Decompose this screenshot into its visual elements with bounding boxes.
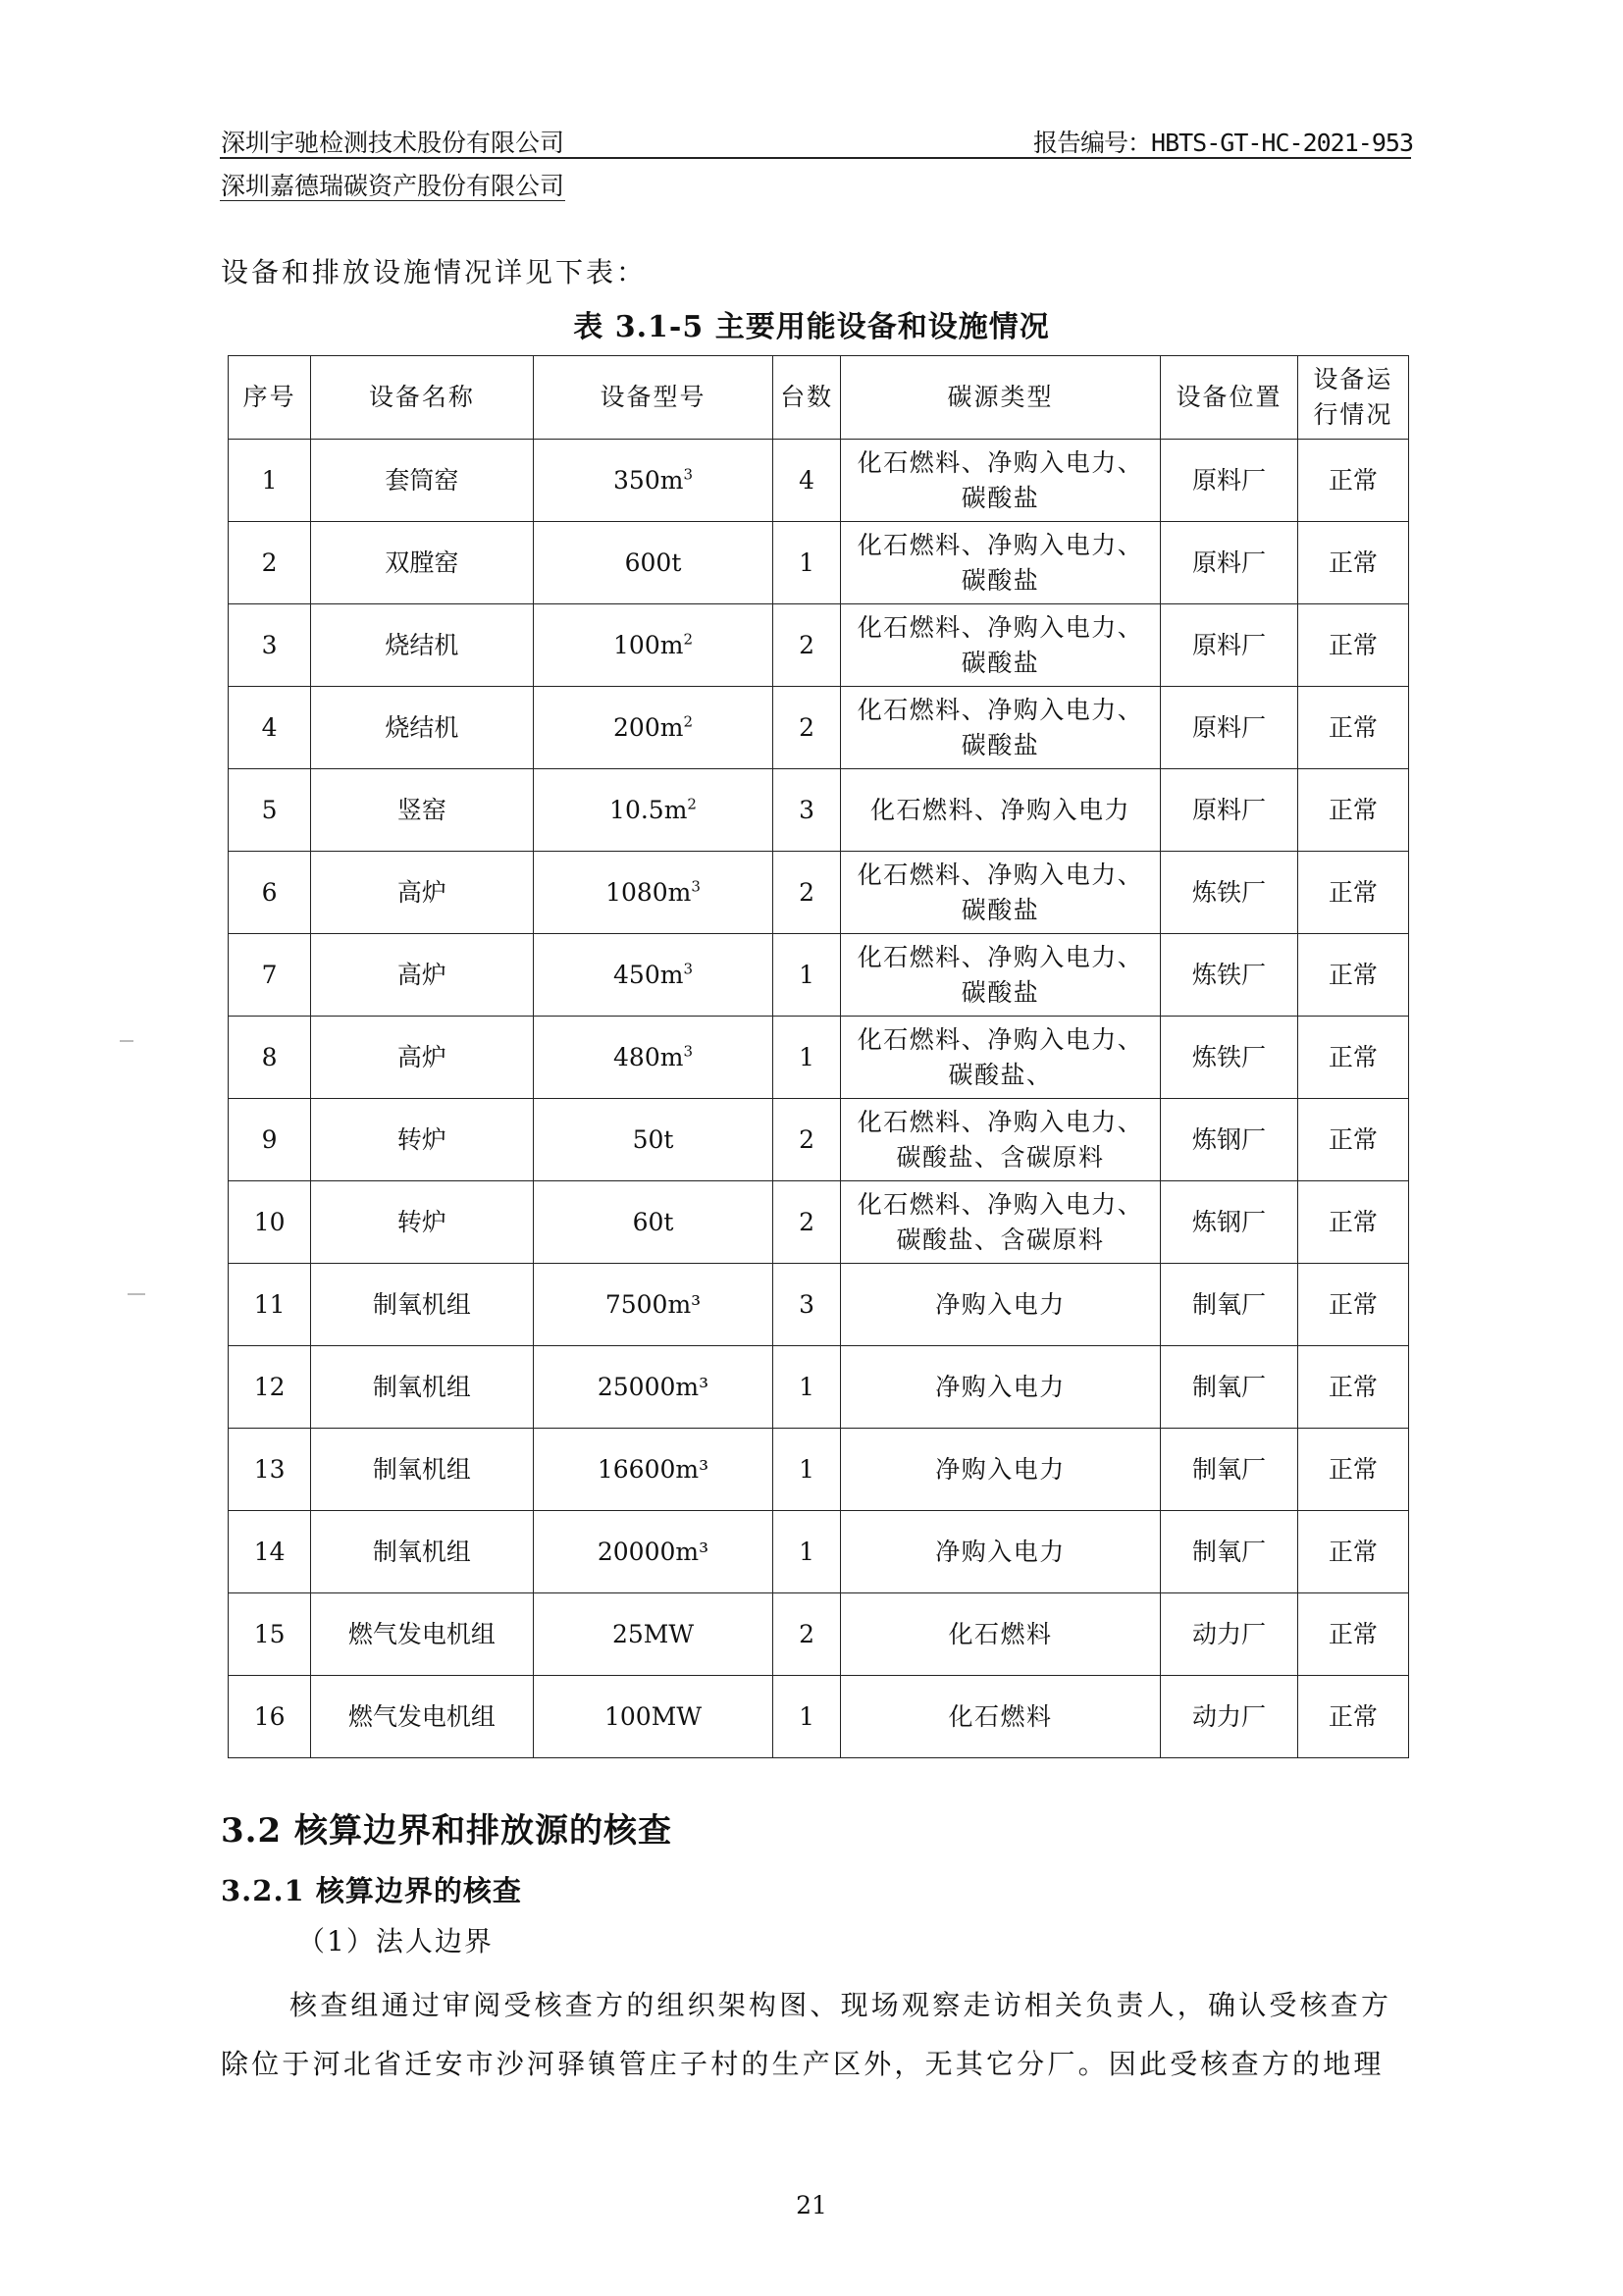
cell-carbon: 化石燃料、净购入电力、碳酸盐 bbox=[840, 440, 1160, 522]
cell-no: 15 bbox=[229, 1593, 311, 1676]
cell-no: 5 bbox=[229, 769, 311, 852]
cell-no: 14 bbox=[229, 1511, 311, 1593]
model-value: 100MW bbox=[604, 1701, 703, 1731]
cell-carbon: 化石燃料、净购入电力、碳酸盐 bbox=[840, 852, 1160, 934]
cell-model bbox=[533, 1429, 773, 1511]
header-model: 设备型号 bbox=[533, 356, 773, 440]
table-row bbox=[229, 1593, 1409, 1676]
cell-name: 转炉 bbox=[311, 1099, 533, 1181]
cell-count: 1 bbox=[773, 1429, 840, 1511]
cell-count: 4 bbox=[773, 440, 840, 522]
cell-location: 动力厂 bbox=[1161, 1676, 1298, 1758]
cell-model bbox=[533, 934, 773, 1017]
cell-count: 1 bbox=[773, 1346, 840, 1429]
cell-model bbox=[533, 1511, 773, 1593]
model-value: 50t bbox=[632, 1124, 674, 1154]
model-value: 25MW bbox=[611, 1619, 695, 1648]
cell-status: 正常 bbox=[1297, 440, 1408, 522]
body-paragraph: 核查组通过审阅受核查方的组织架构图、现场观察走访相关负责人，确认受核查方除位于河北省迁安市沙河驿镇管庄子村的生产区外，无其它分厂。因此受核查方的地理 bbox=[221, 1989, 1392, 2080]
model-value: 450m bbox=[613, 960, 684, 989]
cell-model bbox=[533, 687, 773, 769]
table-header-row bbox=[229, 356, 1409, 440]
cell-count: 2 bbox=[773, 604, 840, 687]
cell-carbon: 化石燃料、净购入电力、碳酸盐、 bbox=[840, 1017, 1160, 1099]
cell-carbon: 净购入电力 bbox=[840, 1346, 1160, 1429]
cell-count: 2 bbox=[773, 687, 840, 769]
cell-no: 4 bbox=[229, 687, 311, 769]
cell-model bbox=[533, 1676, 773, 1758]
table-row bbox=[229, 1264, 1409, 1346]
model-value: 1080m bbox=[605, 877, 692, 907]
intro-text: 设备和排放设施情况详见下表： bbox=[221, 256, 648, 288]
cell-no: 10 bbox=[229, 1181, 311, 1264]
table-row bbox=[229, 1017, 1409, 1099]
model-exponent: 2 bbox=[683, 630, 693, 649]
table-row bbox=[229, 769, 1409, 852]
cell-location: 炼铁厂 bbox=[1161, 852, 1298, 934]
table-row bbox=[229, 1346, 1409, 1429]
section-heading: 3.2 核算边界和排放源的核查 bbox=[221, 1811, 672, 1851]
header-status: 设备运行情况 bbox=[1297, 356, 1408, 440]
list-item-legal-boundary: （1）法人边界 bbox=[297, 1925, 494, 1957]
header-rule bbox=[220, 157, 1411, 159]
model-value: 10.5m bbox=[609, 795, 688, 824]
cell-status: 正常 bbox=[1297, 1017, 1408, 1099]
cell-status: 正常 bbox=[1297, 1099, 1408, 1181]
table-row bbox=[229, 1511, 1409, 1593]
subsection-heading: 3.2.1 核算边界的核查 bbox=[221, 1874, 522, 1907]
header-carbon: 碳源类型 bbox=[840, 356, 1160, 440]
cell-model bbox=[533, 1099, 773, 1181]
cell-location: 炼铁厂 bbox=[1161, 1017, 1298, 1099]
header-no: 序号 bbox=[229, 356, 311, 440]
cell-name: 套筒窑 bbox=[311, 440, 533, 522]
model-value: 100m bbox=[613, 630, 684, 659]
cell-no: 6 bbox=[229, 852, 311, 934]
cell-location: 制氧厂 bbox=[1161, 1264, 1298, 1346]
cell-name: 高炉 bbox=[311, 1017, 533, 1099]
cell-count: 1 bbox=[773, 1017, 840, 1099]
cell-carbon: 净购入电力 bbox=[840, 1511, 1160, 1593]
cell-name: 竖窑 bbox=[311, 769, 533, 852]
table-row bbox=[229, 1676, 1409, 1758]
model-value: 20000m³ bbox=[597, 1537, 709, 1566]
table-row bbox=[229, 1099, 1409, 1181]
header-company-2: 深圳嘉德瑞碳资产股份有限公司 bbox=[221, 172, 565, 200]
header-name: 设备名称 bbox=[311, 356, 533, 440]
cell-location: 制氧厂 bbox=[1161, 1511, 1298, 1593]
table-row bbox=[229, 604, 1409, 687]
cell-name: 制氧机组 bbox=[311, 1346, 533, 1429]
model-value: 600t bbox=[624, 548, 682, 577]
model-value: 200m bbox=[613, 712, 684, 742]
equipment-table bbox=[228, 355, 1409, 1758]
model-exponent: 3 bbox=[683, 960, 693, 978]
cell-carbon: 化石燃料、净购入电力、碳酸盐 bbox=[840, 934, 1160, 1017]
cell-carbon: 化石燃料、净购入电力、碳酸盐、含碳原料 bbox=[840, 1181, 1160, 1264]
cell-location: 原料厂 bbox=[1161, 687, 1298, 769]
model-value: 25000m³ bbox=[597, 1372, 709, 1401]
scan-mark bbox=[120, 1040, 133, 1042]
cell-status: 正常 bbox=[1297, 687, 1408, 769]
cell-name: 高炉 bbox=[311, 852, 533, 934]
cell-location: 炼钢厂 bbox=[1161, 1099, 1298, 1181]
cell-no: 1 bbox=[229, 440, 311, 522]
cell-carbon: 化石燃料 bbox=[840, 1676, 1160, 1758]
cell-count: 2 bbox=[773, 1593, 840, 1676]
cell-location: 炼铁厂 bbox=[1161, 934, 1298, 1017]
cell-location: 原料厂 bbox=[1161, 522, 1298, 604]
header-company-1: 深圳宇驰检测技术股份有限公司 bbox=[221, 129, 565, 157]
cell-no: 12 bbox=[229, 1346, 311, 1429]
cell-carbon: 化石燃料、净购入电力、碳酸盐 bbox=[840, 522, 1160, 604]
table-row bbox=[229, 852, 1409, 934]
cell-count: 2 bbox=[773, 1099, 840, 1181]
cell-name: 制氧机组 bbox=[311, 1511, 533, 1593]
cell-location: 动力厂 bbox=[1161, 1593, 1298, 1676]
scan-mark bbox=[128, 1293, 145, 1295]
cell-model bbox=[533, 1017, 773, 1099]
cell-no: 7 bbox=[229, 934, 311, 1017]
cell-name: 制氧机组 bbox=[311, 1264, 533, 1346]
cell-no: 13 bbox=[229, 1429, 311, 1511]
cell-no: 3 bbox=[229, 604, 311, 687]
cell-count: 3 bbox=[773, 1264, 840, 1346]
cell-carbon: 化石燃料、净购入电力、碳酸盐 bbox=[840, 687, 1160, 769]
cell-count: 1 bbox=[773, 1511, 840, 1593]
table-row bbox=[229, 934, 1409, 1017]
cell-no: 11 bbox=[229, 1264, 311, 1346]
cell-status: 正常 bbox=[1297, 1593, 1408, 1676]
cell-no: 8 bbox=[229, 1017, 311, 1099]
cell-model bbox=[533, 604, 773, 687]
cell-model bbox=[533, 522, 773, 604]
cell-count: 2 bbox=[773, 1181, 840, 1264]
cell-no: 9 bbox=[229, 1099, 311, 1181]
cell-status: 正常 bbox=[1297, 522, 1408, 604]
cell-status: 正常 bbox=[1297, 1264, 1408, 1346]
cell-carbon: 化石燃料、净购入电力、碳酸盐 bbox=[840, 604, 1160, 687]
cell-count: 1 bbox=[773, 1676, 840, 1758]
cell-model bbox=[533, 440, 773, 522]
model-value: 480m bbox=[613, 1042, 684, 1071]
cell-status: 正常 bbox=[1297, 852, 1408, 934]
cell-count: 1 bbox=[773, 934, 840, 1017]
cell-name: 烧结机 bbox=[311, 687, 533, 769]
header-count: 台数 bbox=[773, 356, 840, 440]
cell-count: 1 bbox=[773, 522, 840, 604]
cell-status: 正常 bbox=[1297, 1511, 1408, 1593]
model-value: 7500m³ bbox=[604, 1289, 702, 1319]
model-exponent: 2 bbox=[687, 795, 697, 813]
cell-name: 双膛窑 bbox=[311, 522, 533, 604]
model-exponent: 3 bbox=[683, 1042, 693, 1061]
table-row bbox=[229, 1429, 1409, 1511]
cell-model bbox=[533, 769, 773, 852]
cell-name: 制氧机组 bbox=[311, 1429, 533, 1511]
cell-status: 正常 bbox=[1297, 604, 1408, 687]
cell-carbon: 化石燃料 bbox=[840, 1593, 1160, 1676]
cell-name: 燃气发电机组 bbox=[311, 1593, 533, 1676]
cell-location: 制氧厂 bbox=[1161, 1346, 1298, 1429]
cell-status: 正常 bbox=[1297, 1346, 1408, 1429]
cell-location: 炼钢厂 bbox=[1161, 1181, 1298, 1264]
table-row bbox=[229, 687, 1409, 769]
cell-carbon: 化石燃料、净购入电力 bbox=[840, 769, 1160, 852]
cell-count: 2 bbox=[773, 852, 840, 934]
model-exponent: 3 bbox=[691, 877, 701, 896]
model-exponent: 3 bbox=[683, 465, 693, 484]
table-caption: 表 3.1-5 主要用能设备和设施情况 bbox=[573, 310, 1050, 344]
model-value: 16600m³ bbox=[597, 1454, 709, 1484]
cell-name: 高炉 bbox=[311, 934, 533, 1017]
cell-name: 烧结机 bbox=[311, 604, 533, 687]
cell-status: 正常 bbox=[1297, 1181, 1408, 1264]
cell-location: 原料厂 bbox=[1161, 440, 1298, 522]
cell-status: 正常 bbox=[1297, 1429, 1408, 1511]
cell-carbon: 净购入电力 bbox=[840, 1429, 1160, 1511]
table-row bbox=[229, 522, 1409, 604]
cell-location: 制氧厂 bbox=[1161, 1429, 1298, 1511]
model-value: 350m bbox=[613, 465, 684, 495]
cell-model bbox=[533, 1181, 773, 1264]
header-underline bbox=[220, 200, 565, 201]
cell-carbon: 净购入电力 bbox=[840, 1264, 1160, 1346]
model-exponent: 2 bbox=[683, 712, 693, 731]
cell-location: 原料厂 bbox=[1161, 604, 1298, 687]
cell-model bbox=[533, 852, 773, 934]
table-row bbox=[229, 1181, 1409, 1264]
cell-no: 2 bbox=[229, 522, 311, 604]
cell-no: 16 bbox=[229, 1676, 311, 1758]
cell-carbon: 化石燃料、净购入电力、碳酸盐、含碳原料 bbox=[840, 1099, 1160, 1181]
cell-name: 转炉 bbox=[311, 1181, 533, 1264]
cell-model bbox=[533, 1593, 773, 1676]
cell-model bbox=[533, 1346, 773, 1429]
cell-model bbox=[533, 1264, 773, 1346]
cell-status: 正常 bbox=[1297, 934, 1408, 1017]
cell-status: 正常 bbox=[1297, 769, 1408, 852]
cell-count: 3 bbox=[773, 769, 840, 852]
model-value: 60t bbox=[632, 1207, 674, 1236]
page-number: 21 bbox=[796, 2191, 827, 2219]
header-location: 设备位置 bbox=[1161, 356, 1298, 440]
cell-location: 原料厂 bbox=[1161, 769, 1298, 852]
table-row bbox=[229, 440, 1409, 522]
cell-name: 燃气发电机组 bbox=[311, 1676, 533, 1758]
cell-status: 正常 bbox=[1297, 1676, 1408, 1758]
header-report-number: 报告编号：HBTS-GT-HC-2021-953 bbox=[1033, 129, 1413, 157]
